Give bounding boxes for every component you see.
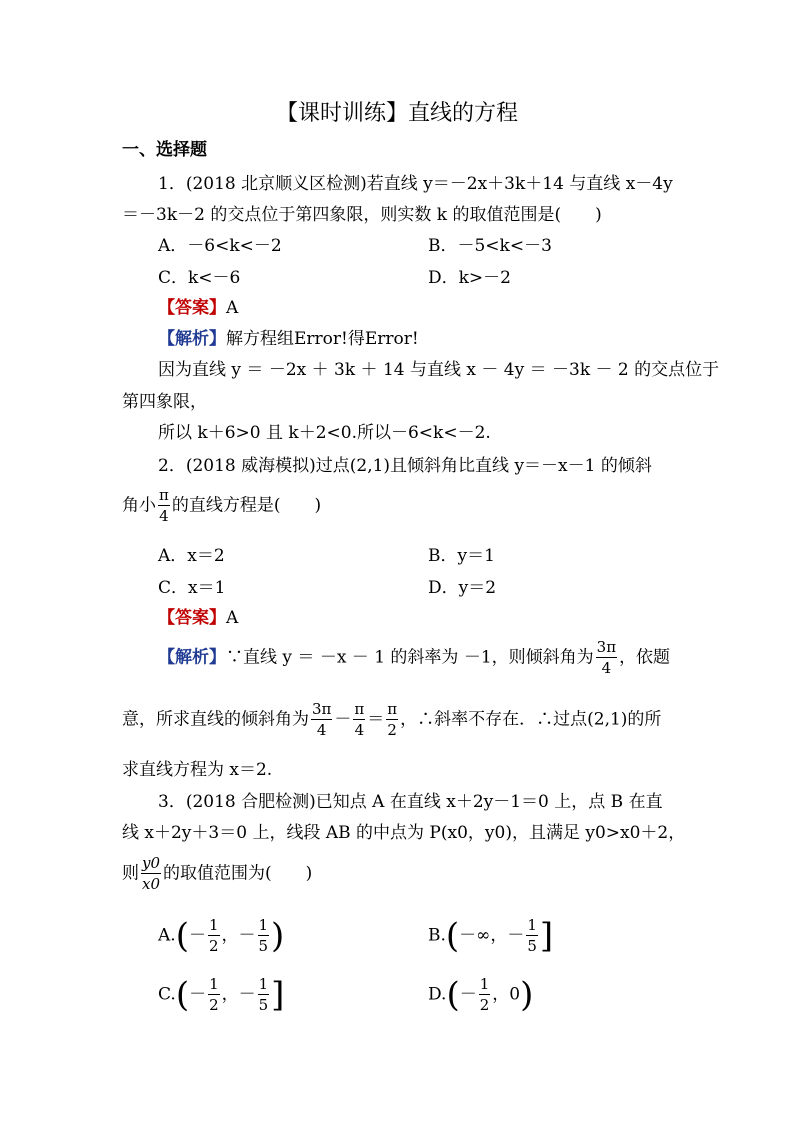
fraction — [141, 856, 161, 892]
q2-stem-text-post: 的直线方程是( ) — [171, 495, 322, 516]
numerator: 1 — [479, 975, 490, 993]
denominator: 4 — [159, 507, 169, 525]
right-bracket: ] — [271, 975, 285, 1015]
numerator: 1 — [258, 916, 269, 934]
denominator: 2 — [209, 996, 219, 1014]
fraction — [311, 702, 332, 738]
q1-analysis-line2: 因为直线 y ＝ －2x ＋ 3k ＋ 14 与直线 x － 4y ＝ －3k － 2 的交点位于 — [158, 360, 720, 380]
analysis-tag: 【解析】 — [158, 647, 226, 668]
fraction — [208, 977, 220, 1013]
numerator: 1 — [258, 975, 269, 993]
fraction — [353, 702, 365, 738]
numerator: 3π — [596, 638, 617, 656]
q3-option-d: D.(－ $\frac{1}{2}$ ，0) — [428, 975, 534, 1015]
neg-infinity: －∞， — [459, 925, 508, 946]
right-paren: ) — [271, 916, 285, 956]
q2-stem-text: 角小 — [122, 495, 156, 516]
analysis-tag: 【解析】 — [158, 329, 226, 349]
right-bracket: ] — [539, 916, 554, 956]
q2-option-a: A．x＝2 — [158, 546, 225, 566]
numerator: π — [159, 486, 169, 504]
q2-option-c: C．x＝1 — [158, 578, 226, 598]
numerator: 3π — [312, 700, 332, 718]
q1-analysis-line4: 所以 k＋6>0 且 k＋2<0.所以－6<k<－2. — [158, 423, 491, 443]
q3-option-a: A.(－ $\frac{1}{2}$ ，－ $\frac{1}{5}$ ) — [158, 916, 285, 956]
answer-value: A — [226, 298, 239, 318]
answer-value: A — [226, 608, 239, 628]
q2-answer — [158, 606, 238, 630]
analysis-text-post: ，依题 — [619, 647, 671, 668]
q2-stem-line2 — [122, 488, 321, 524]
denominator: 2 — [479, 996, 490, 1014]
answer-tag: 【答案】 — [158, 298, 226, 318]
left-paren: ( — [446, 975, 460, 1015]
denominator: x0 — [142, 875, 161, 893]
denominator: 4 — [316, 721, 327, 739]
q3-stem-line3 — [122, 856, 312, 892]
fraction — [208, 918, 220, 954]
zero-value: 0 — [509, 984, 521, 1005]
left-paren: ( — [175, 916, 189, 956]
answer-tag: 【答案】 — [158, 608, 226, 628]
numerator: π — [354, 700, 365, 718]
q1-answer — [158, 296, 238, 320]
numerator: π — [387, 700, 398, 718]
option-label: D. — [428, 984, 447, 1005]
left-paren: ( — [175, 975, 190, 1015]
fraction — [258, 977, 270, 1013]
denominator: 5 — [258, 996, 269, 1014]
q1-analysis-line3: 第四象限， — [122, 392, 207, 412]
q2-analysis-line2 — [122, 702, 661, 738]
right-paren: ) — [520, 975, 534, 1015]
q2-analysis-line1 — [158, 640, 670, 676]
numerator: y0 — [142, 854, 161, 872]
minus-sign: － — [334, 709, 352, 730]
analysis-text: 解方程组Error!得Error! — [226, 329, 419, 349]
numerator: 1 — [209, 975, 219, 993]
fraction — [479, 977, 491, 1013]
fraction — [526, 918, 538, 954]
q3-stem-text: 则 — [122, 863, 139, 884]
numerator: 1 — [527, 916, 537, 934]
q1-analysis-line1 — [158, 327, 419, 351]
section-heading: 一、选择题 — [122, 140, 207, 160]
q2-analysis-line3: 求直线方程为 x＝2. — [122, 760, 273, 780]
q1-stem-line1: 1．(2018 北京顺义区检测)若直线 y＝－2x＋3k＋14 与直线 x－4y — [158, 174, 673, 194]
fraction — [258, 918, 270, 954]
denominator: 5 — [527, 937, 537, 955]
q1-stem-line2: ＝－3k－2 的交点位于第四象限，则实数 k 的取值范围是( ) — [122, 205, 602, 225]
q3-option-c: C.(－ $\frac{1}{2}$ ，－ $\frac{1}{5}$ ] — [158, 975, 285, 1015]
denominator: 2 — [387, 721, 397, 739]
denominator: 5 — [258, 937, 269, 955]
fraction — [596, 640, 617, 676]
equals-sign: ＝ — [367, 709, 385, 730]
q1-option-b: B．－5<k<－3 — [428, 236, 552, 256]
q2-stem-line1: 2．(2018 威海模拟)过点(2,1)且倾斜角比直线 y＝－x－1 的倾斜 — [158, 456, 652, 476]
q3-stem-text-post: 的取值范围为( ) — [163, 863, 313, 884]
option-label: C. — [158, 984, 176, 1005]
fraction — [386, 702, 398, 738]
q1-option-d: D．k>－2 — [428, 268, 511, 288]
option-label: B. — [428, 925, 446, 946]
fraction — [158, 488, 170, 524]
q3-stem-line2: 线 x＋2y＋3＝0 上，线段 AB 的中点为 P(x0，y0)，且满足 y0>x0＋2， — [122, 823, 686, 843]
option-label: A. — [158, 925, 176, 946]
page-title: 【课时训练】直线的方程 — [275, 101, 518, 126]
analysis-text: 意，所求直线的倾斜角为 — [122, 709, 309, 730]
left-paren: ( — [445, 916, 460, 956]
analysis-text-post: ，∴斜率不存在．∴过点(2,1)的所 — [400, 709, 662, 730]
q2-option-b: B．y＝1 — [428, 546, 495, 566]
analysis-text: ∵直线 y ＝ －x － 1 的斜率为 －1，则倾斜角为 — [226, 647, 594, 668]
q1-option-a: A．－6<k<－2 — [158, 236, 282, 256]
q3-option-b: B.(－∞，－ $\frac{1}{5}$ ] — [428, 916, 554, 956]
denominator: 4 — [354, 721, 365, 739]
denominator: 2 — [208, 937, 219, 955]
q2-option-d: D．y＝2 — [428, 578, 497, 598]
q1-option-c: C．k<－6 — [158, 268, 241, 288]
numerator: 1 — [208, 916, 219, 934]
denominator: 4 — [601, 659, 612, 677]
q3-stem-line1: 3．(2018 合肥检测)已知点 A 在直线 x＋2y－1＝0 上，点 B 在直 — [158, 792, 663, 812]
